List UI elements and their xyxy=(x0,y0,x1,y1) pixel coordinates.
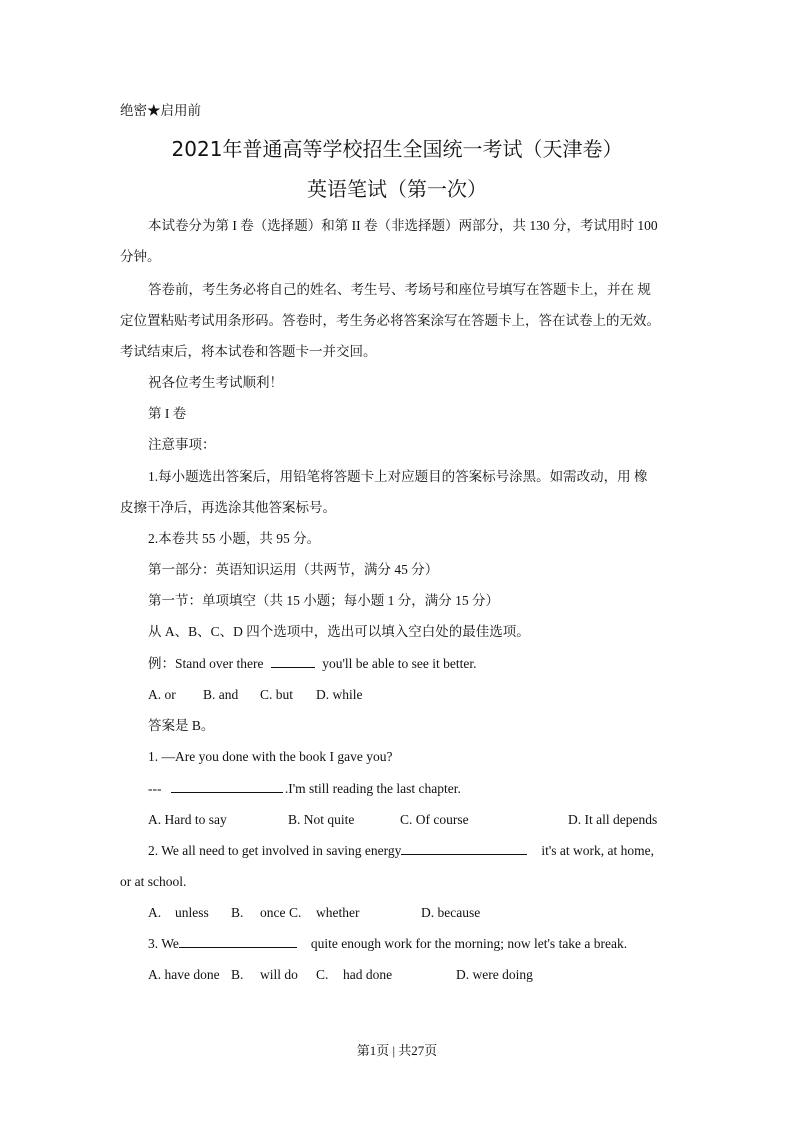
instruction: 从 A、B、C、D 四个选项中，选出可以填入空白处的最佳选项。 xyxy=(148,624,530,639)
intro-p1-line2: 分钟。 xyxy=(120,249,161,264)
note1-line1: 1.每小题选出答案后，用铅笔将答题卡上对应题目的答案标号涂黑。如需改动，用 橡 xyxy=(148,469,648,484)
example-blank xyxy=(271,655,315,668)
example-option-b: B. and xyxy=(203,687,239,702)
question-1-option-b: B. Not quite xyxy=(288,812,355,827)
intro-p1-line1: 本试卷分为第 I 卷（选择题）和第 II 卷（非选择题）两部分，共 130 分，考试用时 100 xyxy=(148,218,658,233)
question-2-option-c-letter: C. xyxy=(289,905,302,920)
question-2-option-c-text: whether xyxy=(316,905,360,920)
question-1-option-a: A. Hard to say xyxy=(148,812,227,827)
example-option-a: A. or xyxy=(148,687,176,702)
intro-p2-line3: 考试结束后，将本试卷和答题卡一并交回。 xyxy=(120,344,377,359)
question-2-line1 xyxy=(148,842,654,860)
question-1-line2 xyxy=(148,780,461,798)
question-3-option-c-text: had done xyxy=(343,967,393,982)
notes-title: 注意事项： xyxy=(148,437,216,452)
question-3-option-a: A. have done xyxy=(148,967,220,982)
question-3-option-b-letter: B. xyxy=(231,967,244,982)
example-option-c: C. but xyxy=(260,687,294,702)
note2: 2.本卷共 55 小题，共 95 分。 xyxy=(148,531,321,546)
exam-title: 2021年普通高等学校招生全国统一考试（天津卷） xyxy=(171,137,623,161)
question-2-option-a-letter: A. xyxy=(148,905,162,920)
question-1-dash: --- xyxy=(148,781,162,796)
question-3-suffix: quite enough work for the morning; now let's take a break. xyxy=(310,936,628,951)
question-2-option-d: D. because xyxy=(421,905,481,920)
question-1-option-d: D. It all depends xyxy=(568,812,658,827)
volume-label: 第 I 卷 xyxy=(148,406,187,421)
intro-p2-line2: 定位置粘贴考试用条形码。答卷时，考生务必将答案涂写在答题卡上，答在试卷上的无效。 xyxy=(120,313,660,328)
example-option-d: D. while xyxy=(316,687,363,702)
example-prefix: 例：Stand over there xyxy=(148,656,264,671)
wish-text: 祝各位考生考试顺利！ xyxy=(148,375,283,390)
question-3-line1 xyxy=(148,935,627,953)
question-1-option-c: C. Of course xyxy=(400,812,469,827)
question-1-blank xyxy=(171,780,283,793)
question-1-response: .I'm still reading the last chapter. xyxy=(284,781,461,796)
question-3-blank xyxy=(179,935,297,948)
question-2-option-b-letter: B. xyxy=(231,905,244,920)
example-question xyxy=(148,655,476,673)
question-2-line2: or at school. xyxy=(120,874,187,889)
page-footer: 第1页 | 共27页 xyxy=(356,1043,438,1058)
part1-heading: 第一部分：英语知识运用（共两节，满分 45 分） xyxy=(148,562,439,577)
question-3-option-b-text: will do xyxy=(260,967,298,982)
example-suffix: you'll be able to see it better. xyxy=(322,656,477,671)
question-3-option-c-letter: C. xyxy=(316,967,329,982)
question-3-option-d: D. were doing xyxy=(456,967,533,982)
exam-subtitle: 英语笔试（第一次） xyxy=(307,177,487,201)
question-2-option-b-text: once xyxy=(260,905,286,920)
example-answer: 答案是 B。 xyxy=(148,718,215,733)
question-2-option-a-text: unless xyxy=(175,905,209,920)
section1-heading: 第一节：单项填空（共 15 小题；每小题 1 分，满分 15 分） xyxy=(148,593,499,608)
note1-line2: 皮擦干净后，再选涂其他答案标号。 xyxy=(120,500,336,515)
question-2-prefix: 2. We all need to get involved in saving energy xyxy=(148,843,402,858)
question-2-suffix: it's at work, at home, xyxy=(541,843,655,858)
confidential-label: 绝密★启用前 xyxy=(120,103,201,118)
question-3-prefix: 3. We xyxy=(148,936,179,951)
question-2-blank xyxy=(401,842,527,855)
question-1-line1: 1. —Are you done with the book I gave you? xyxy=(148,749,393,764)
intro-p2-line1: 答卷前，考生务必将自己的姓名、考生号、考场号和座位号填写在答题卡上，并在 规 xyxy=(148,282,651,297)
